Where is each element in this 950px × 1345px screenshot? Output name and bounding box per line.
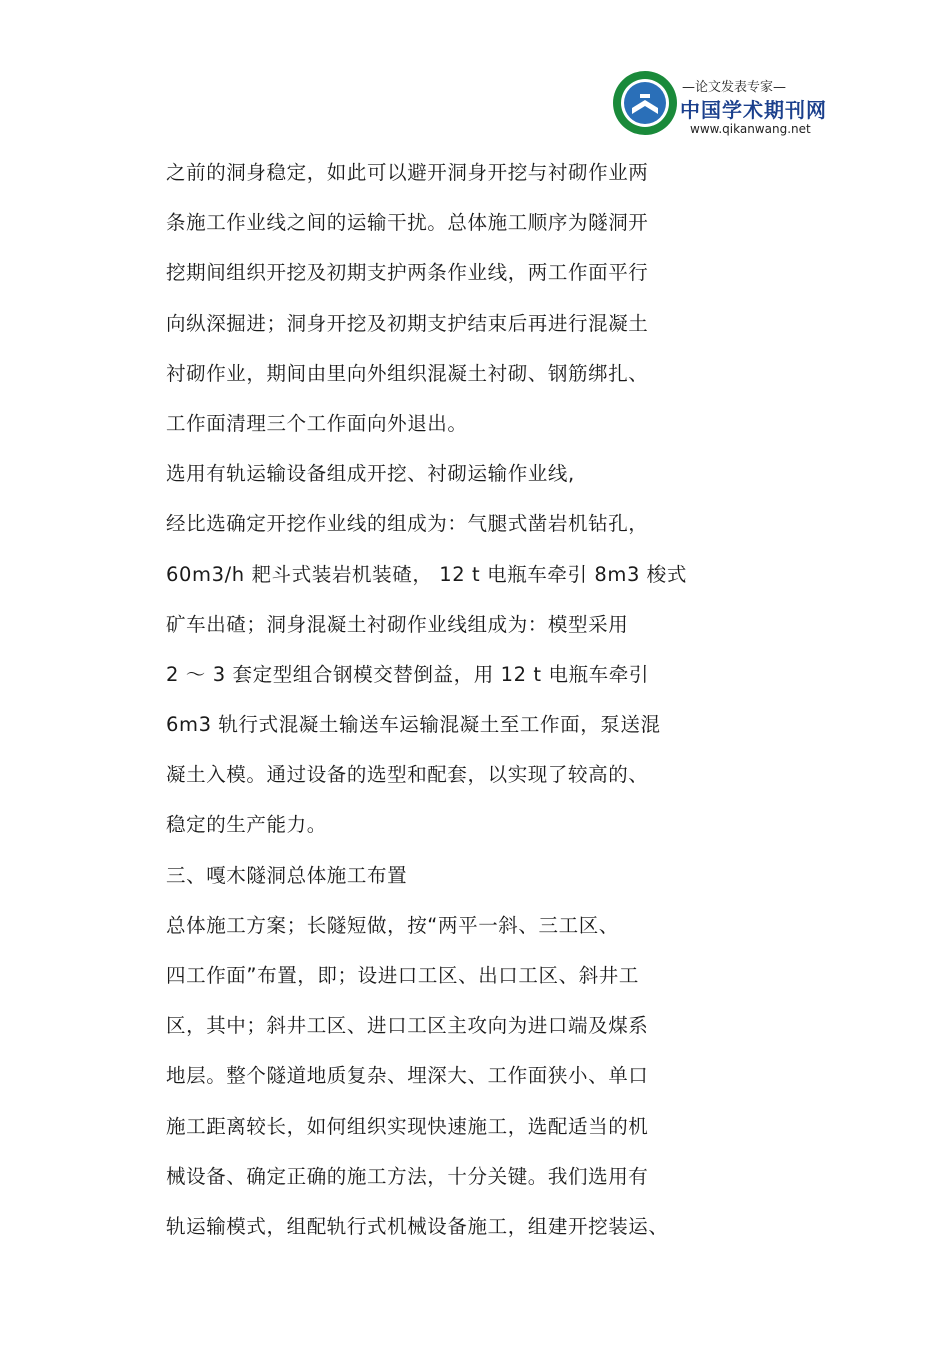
site-logo [612, 70, 827, 142]
text-line: 区，其中；斜井工区、进口工区主攻向为进口端及煤系 [166, 1014, 649, 1038]
text-line: 挖期间组织开挖及初期支护两条作业线，两工作面平行 [166, 261, 649, 285]
text-line: 选用有轨运输设备组成开挖、衬砌运输作业线, [166, 462, 575, 486]
text-line: 工作面清理三个工作面向外退出。 [166, 411, 468, 435]
text-line: 械设备、确定正确的施工方法，十分关键。我们选用有 [166, 1164, 649, 1188]
text-line: 2 ～ 3 套定型组合钢模交替倒益，用 12 t 电瓶车牵引 [166, 662, 649, 686]
logo-url: www.qikanwang.net [690, 122, 811, 136]
text-line: 轨运输模式，组配轨行式机械设备施工，组建开挖装运、 [166, 1214, 669, 1238]
logo-seal-icon [612, 70, 678, 136]
text-line: 稳定的生产能力。 [166, 813, 327, 837]
text-line: 条施工作业线之间的运输干扰。总体施工顺序为隧洞开 [166, 211, 649, 235]
text-line: 施工距离较长，如何组织实现快速施工，选配适当的机 [166, 1114, 649, 1138]
text-line: 四工作面”布置，即；设进口工区、出口工区、斜井工 [166, 964, 640, 987]
section-heading: 三、嘎木隧洞总体施工布置 [166, 863, 408, 887]
document-body [166, 148, 726, 1252]
text-line: 经比选确定开挖作业线的组成为：气腿式凿岩机钻孔， [166, 512, 649, 536]
text-line: 衬砌作业，期间由里向外组织混凝土衬砌、钢筋绑扎、 [166, 361, 649, 385]
text-line: 凝土入模。通过设备的选型和配套，以实现了较高的、 [166, 763, 649, 787]
text-line: 6m3 轨行式混凝土输送车运输混凝土至工作面，泵送混 [166, 713, 661, 737]
text-line: 地层。整个隧道地质复杂、埋深大、工作面狭小、单口 [166, 1064, 649, 1088]
text-line: 之前的洞身稳定，如此可以避开洞身开挖与衬砌作业两 [166, 161, 649, 184]
text-line: 向纵深掘进；洞身开挖及初期支护结束后再进行混凝土 [166, 311, 649, 335]
text-line: 60m3/h 耙斗式装岩机装碴， 12 t 电瓶车牵引 8m3 梭式 [166, 562, 688, 586]
logo-tagline: —论文发表专家— [682, 80, 787, 95]
logo-name: 中国学术期刊网 [680, 98, 827, 122]
text-line: 总体施工方案；长隧短做，按“两平一斜、三工区、 [166, 913, 619, 937]
text-line: 矿车出碴；洞身混凝土衬砌作业线组成为：模型采用 [166, 612, 629, 636]
